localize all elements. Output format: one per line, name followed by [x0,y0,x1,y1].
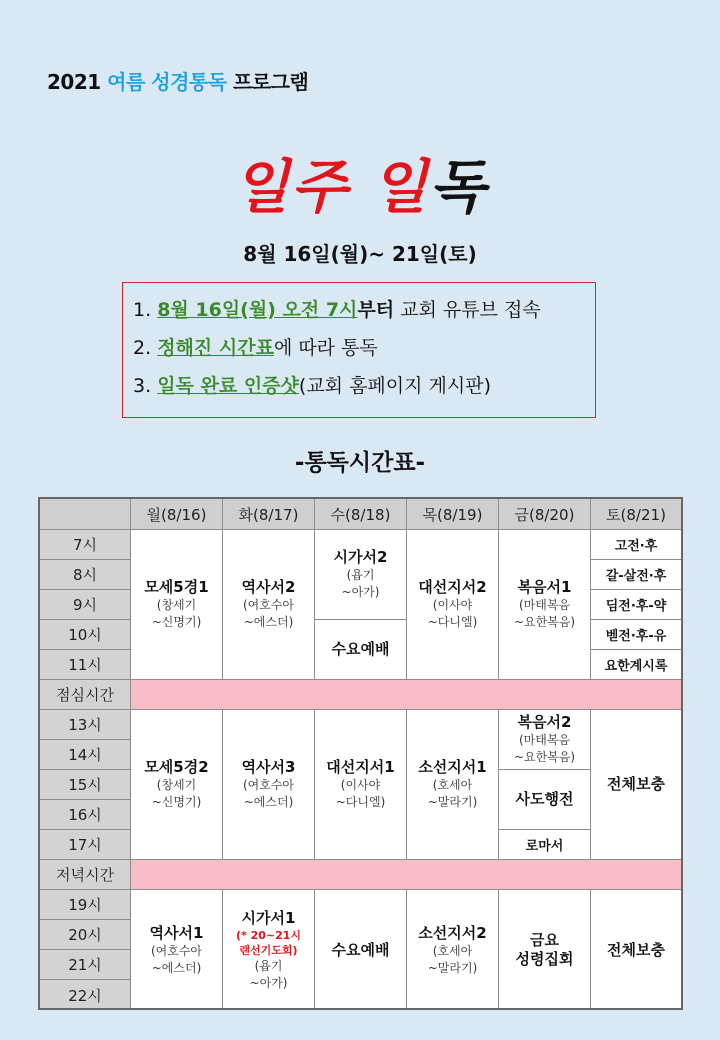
time-label: 14시 [40,740,131,770]
block-sub: (여호수아 [150,943,203,958]
block-sub: ~말라기) [427,795,478,809]
step-1 [133,295,595,333]
schedule-table [38,497,683,1010]
program-header [47,66,308,95]
time-label: 13시 [40,710,131,740]
block-sub: (마태복음 [518,733,571,747]
time-label: 17시 [40,830,131,860]
block-title: 소선지서1 [418,758,487,776]
block-sub: (여호수아 [242,778,295,792]
lunch-label: 점심시간 [40,680,131,710]
time-label: 10시 [40,620,131,650]
step-strong: 부터 [357,299,395,321]
step-number: 1. [133,299,152,321]
reading-block [223,890,315,1010]
block-sub: ~신명기) [151,795,202,809]
prayer-note: 랜선기도회) [239,943,298,957]
dinner-label: 저녁시간 [40,860,131,890]
time-label: 9시 [40,590,131,620]
block-sub: (욥기 [254,958,283,973]
step-3 [133,371,595,409]
saturday-slot [591,650,681,680]
day-header: 토(8/21) [591,499,681,530]
block-title: 역사서3 [241,758,296,776]
saturday-slot [591,590,681,620]
step-2 [133,333,595,371]
lunch-band [131,680,681,710]
steps-box [122,282,596,418]
review-block [591,890,681,1010]
block-title: 수요예배 [331,940,390,959]
reading-block [131,710,223,860]
block-title: 수요예배 [331,640,390,658]
day-header: 금(8/20) [499,499,591,530]
time-label: 20시 [40,920,131,950]
header-year: 2021 [47,70,101,94]
time-label: 21시 [40,950,131,980]
block-sub: (이사야 [340,778,381,792]
time-label: 8시 [40,560,131,590]
slot-title: 갈-살전·후 [605,569,667,584]
time-label: 16시 [40,800,131,830]
reading-block [407,890,499,1010]
block-sub: (마태복음 [518,598,571,612]
block-sub: ~아가) [341,585,380,599]
header-accent: 여름 성경통독 [107,70,227,94]
step-number: 2. [133,337,152,359]
service-block [315,620,407,680]
step-number: 3. [133,375,152,397]
reading-block [131,890,223,1010]
block-title: 시가서1 [241,908,296,927]
block-sub: (호세아 [432,778,473,792]
block-sub: ~말라기) [427,960,478,975]
block-sub: (여호수아 [242,598,295,612]
dinner-band [131,860,681,890]
block-title: 성령집회 [515,950,574,968]
block-title: 로마서 [525,839,564,854]
day-header: 화(8/17) [223,499,315,530]
reading-block [499,710,591,770]
date-range: 8월 16일(월)~ 21일(토) [243,242,477,266]
saturday-slot [591,560,681,590]
reading-block [223,530,315,680]
block-title: 역사서2 [241,578,296,596]
block-title: 소선지서2 [418,923,487,942]
block-sub: ~요한복음) [513,750,576,764]
block-title: 시가서2 [333,548,388,566]
step-highlight: 정해진 시간표 [157,337,274,359]
block-title: 금요 [530,931,559,949]
time-label: 11시 [40,650,131,680]
title-part2-red: 일 [371,153,430,221]
block-title: 전체보충 [607,940,665,959]
service-block [499,890,591,1010]
prayer-note: (* 20~21시 [235,928,302,942]
block-sub: ~에스더) [243,795,294,809]
title-part2-black: 독 [429,153,488,221]
block-sub: (욥기 [346,568,375,582]
block-sub: (이사야 [432,598,473,612]
header-rest: 프로그램 [233,70,309,94]
reading-block [407,530,499,680]
time-label: 22시 [40,980,131,1010]
service-block [315,890,407,1010]
slot-title: 고전·후 [614,539,658,554]
block-title: 대선지서2 [418,578,487,596]
slot-title: 벧전·후-유 [605,629,667,644]
block-title: 복음서1 [517,578,572,596]
schedule-title: -통독시간표- [294,450,426,476]
block-sub: (호세아 [432,943,473,958]
block-title: 모세5경1 [144,578,209,596]
day-header: 목(8/19) [407,499,499,530]
reading-block [499,530,591,680]
block-title: 전체보충 [607,775,665,793]
reading-block [223,710,315,860]
review-block [591,710,681,860]
saturday-slot [591,620,681,650]
header-corner [40,499,131,530]
block-sub: (창세기 [156,598,197,612]
block-sub: ~신명기) [151,615,202,629]
step-highlight: 8월 16일(월) 오전 7시 [157,299,358,321]
slot-title: 요한계시록 [604,659,668,674]
step-text: (교회 홈페이지 게시판) [298,375,491,397]
reading-block [315,530,407,620]
block-sub: ~다니엘) [427,615,478,629]
block-title: 모세5경2 [144,758,209,776]
block-sub: ~요한복음) [513,615,576,629]
saturday-slot [591,530,681,560]
reading-block [499,770,591,830]
block-title: 사도행전 [515,790,574,808]
time-label: 19시 [40,890,131,920]
block-sub: ~아가) [249,975,288,990]
reading-block [499,830,591,860]
block-title: 역사서1 [149,923,204,942]
title-part1: 일주 [232,153,349,221]
page-title [0,140,720,224]
time-label: 15시 [40,770,131,800]
block-sub: ~에스더) [151,960,202,975]
reading-block [131,530,223,680]
block-sub: ~에스더) [243,615,294,629]
block-sub: (창세기 [156,778,197,792]
time-label: 7시 [40,530,131,560]
block-sub: ~다니엘) [335,795,386,809]
slot-title: 딤전·후-약 [605,599,667,614]
step-text: 교회 유튜브 접속 [394,299,541,321]
step-text: 에 따라 통독 [273,337,378,359]
reading-block [315,710,407,860]
reading-block [407,710,499,860]
day-header: 월(8/16) [131,499,223,530]
step-highlight: 일독 완료 인증샷 [157,375,299,397]
day-header: 수(8/18) [315,499,407,530]
block-title: 대선지서1 [326,758,395,776]
block-title: 복음서2 [517,713,572,731]
